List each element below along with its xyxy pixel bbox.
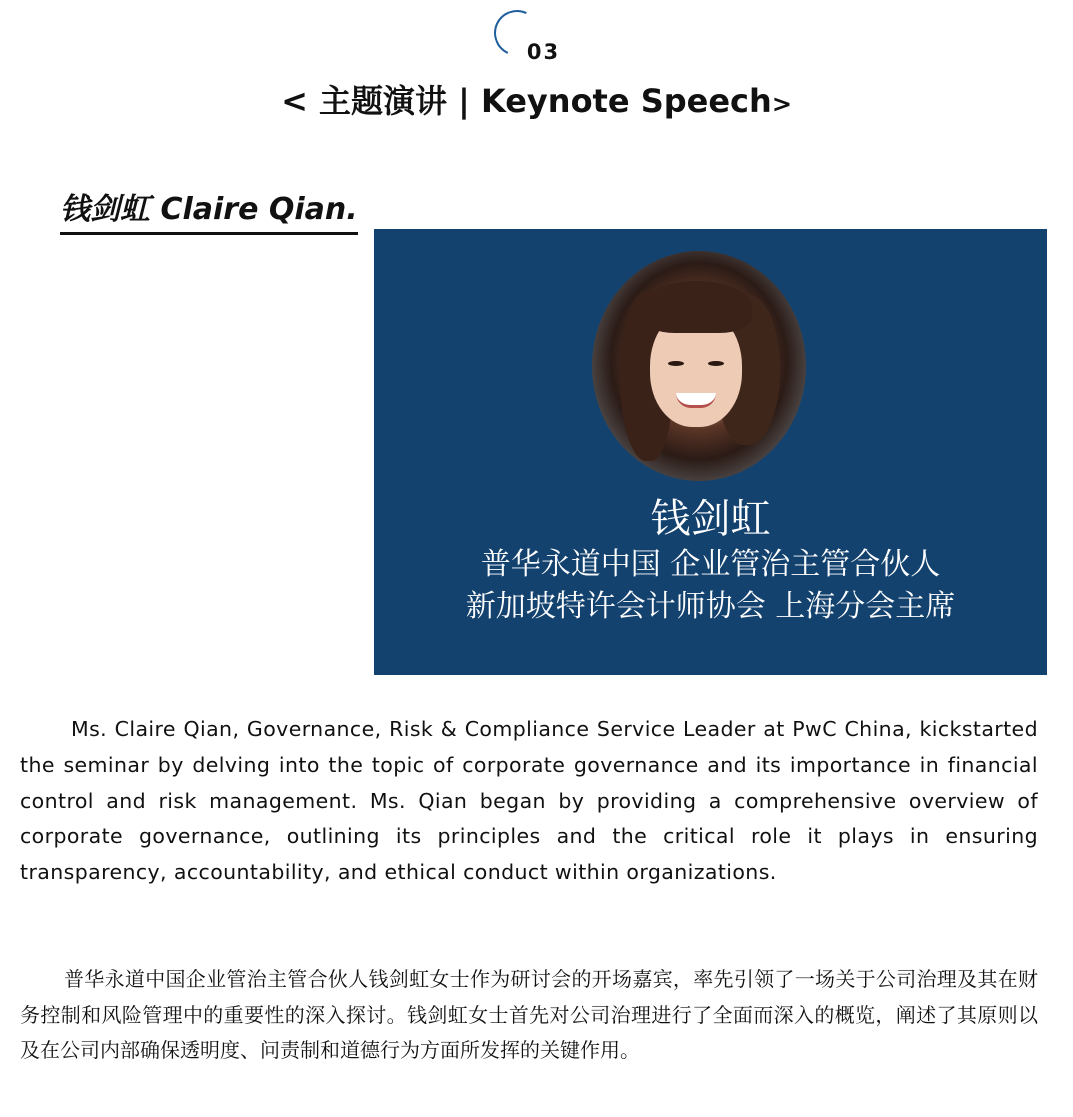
section-number: 03 xyxy=(526,40,561,64)
english-paragraph: Ms. Claire Qian, Governance, Risk & Compliance Service Leader at PwC China, kickstarted the seminar by delving into the topic of corporate governance and its importance in financial control and risk management. Ms. Qian began by providing a comprehensive overview of corporate governance, outlining its principles and the critical role it plays in ensuring transparency, accountability, and ethical conduct within organizations. xyxy=(20,717,1038,885)
card-speaker-name: 钱剑虹 xyxy=(650,496,771,542)
card-speaker-affiliation: 新加坡特许会计师协会 上海分会主席 xyxy=(465,589,956,624)
speaker-heading: 钱剑虹 Claire Qian. xyxy=(60,184,358,235)
section-title xyxy=(0,76,1073,122)
section-title-close-bracket: > xyxy=(771,90,792,118)
speaker-photo-card xyxy=(374,229,1047,675)
portrait-hair-top xyxy=(642,281,752,333)
chinese-paragraph: 普华永道中国企业管治主管合伙人钱剑虹女士作为研讨会的开场嘉宾，率先引领了一场关于公司治理及其在财务控制和风险管理中的重要性的深入探讨。钱剑虹女士首先对公司治理进行了全面而深入的概览，阐述了其原则以及在公司内部确保透明度、问责制和道德行为方面所发挥的关键作用。 xyxy=(20,967,1038,1063)
portrait-eye-left xyxy=(668,361,684,366)
section-title-text: < 主题演讲 | Keynote Speech xyxy=(281,82,772,120)
speaker-portrait xyxy=(592,251,806,481)
card-speaker-title: 普华永道中国 企业管治主管合伙人 xyxy=(480,547,941,582)
portrait-eye-right xyxy=(708,361,724,366)
section-number-badge xyxy=(0,8,1073,68)
